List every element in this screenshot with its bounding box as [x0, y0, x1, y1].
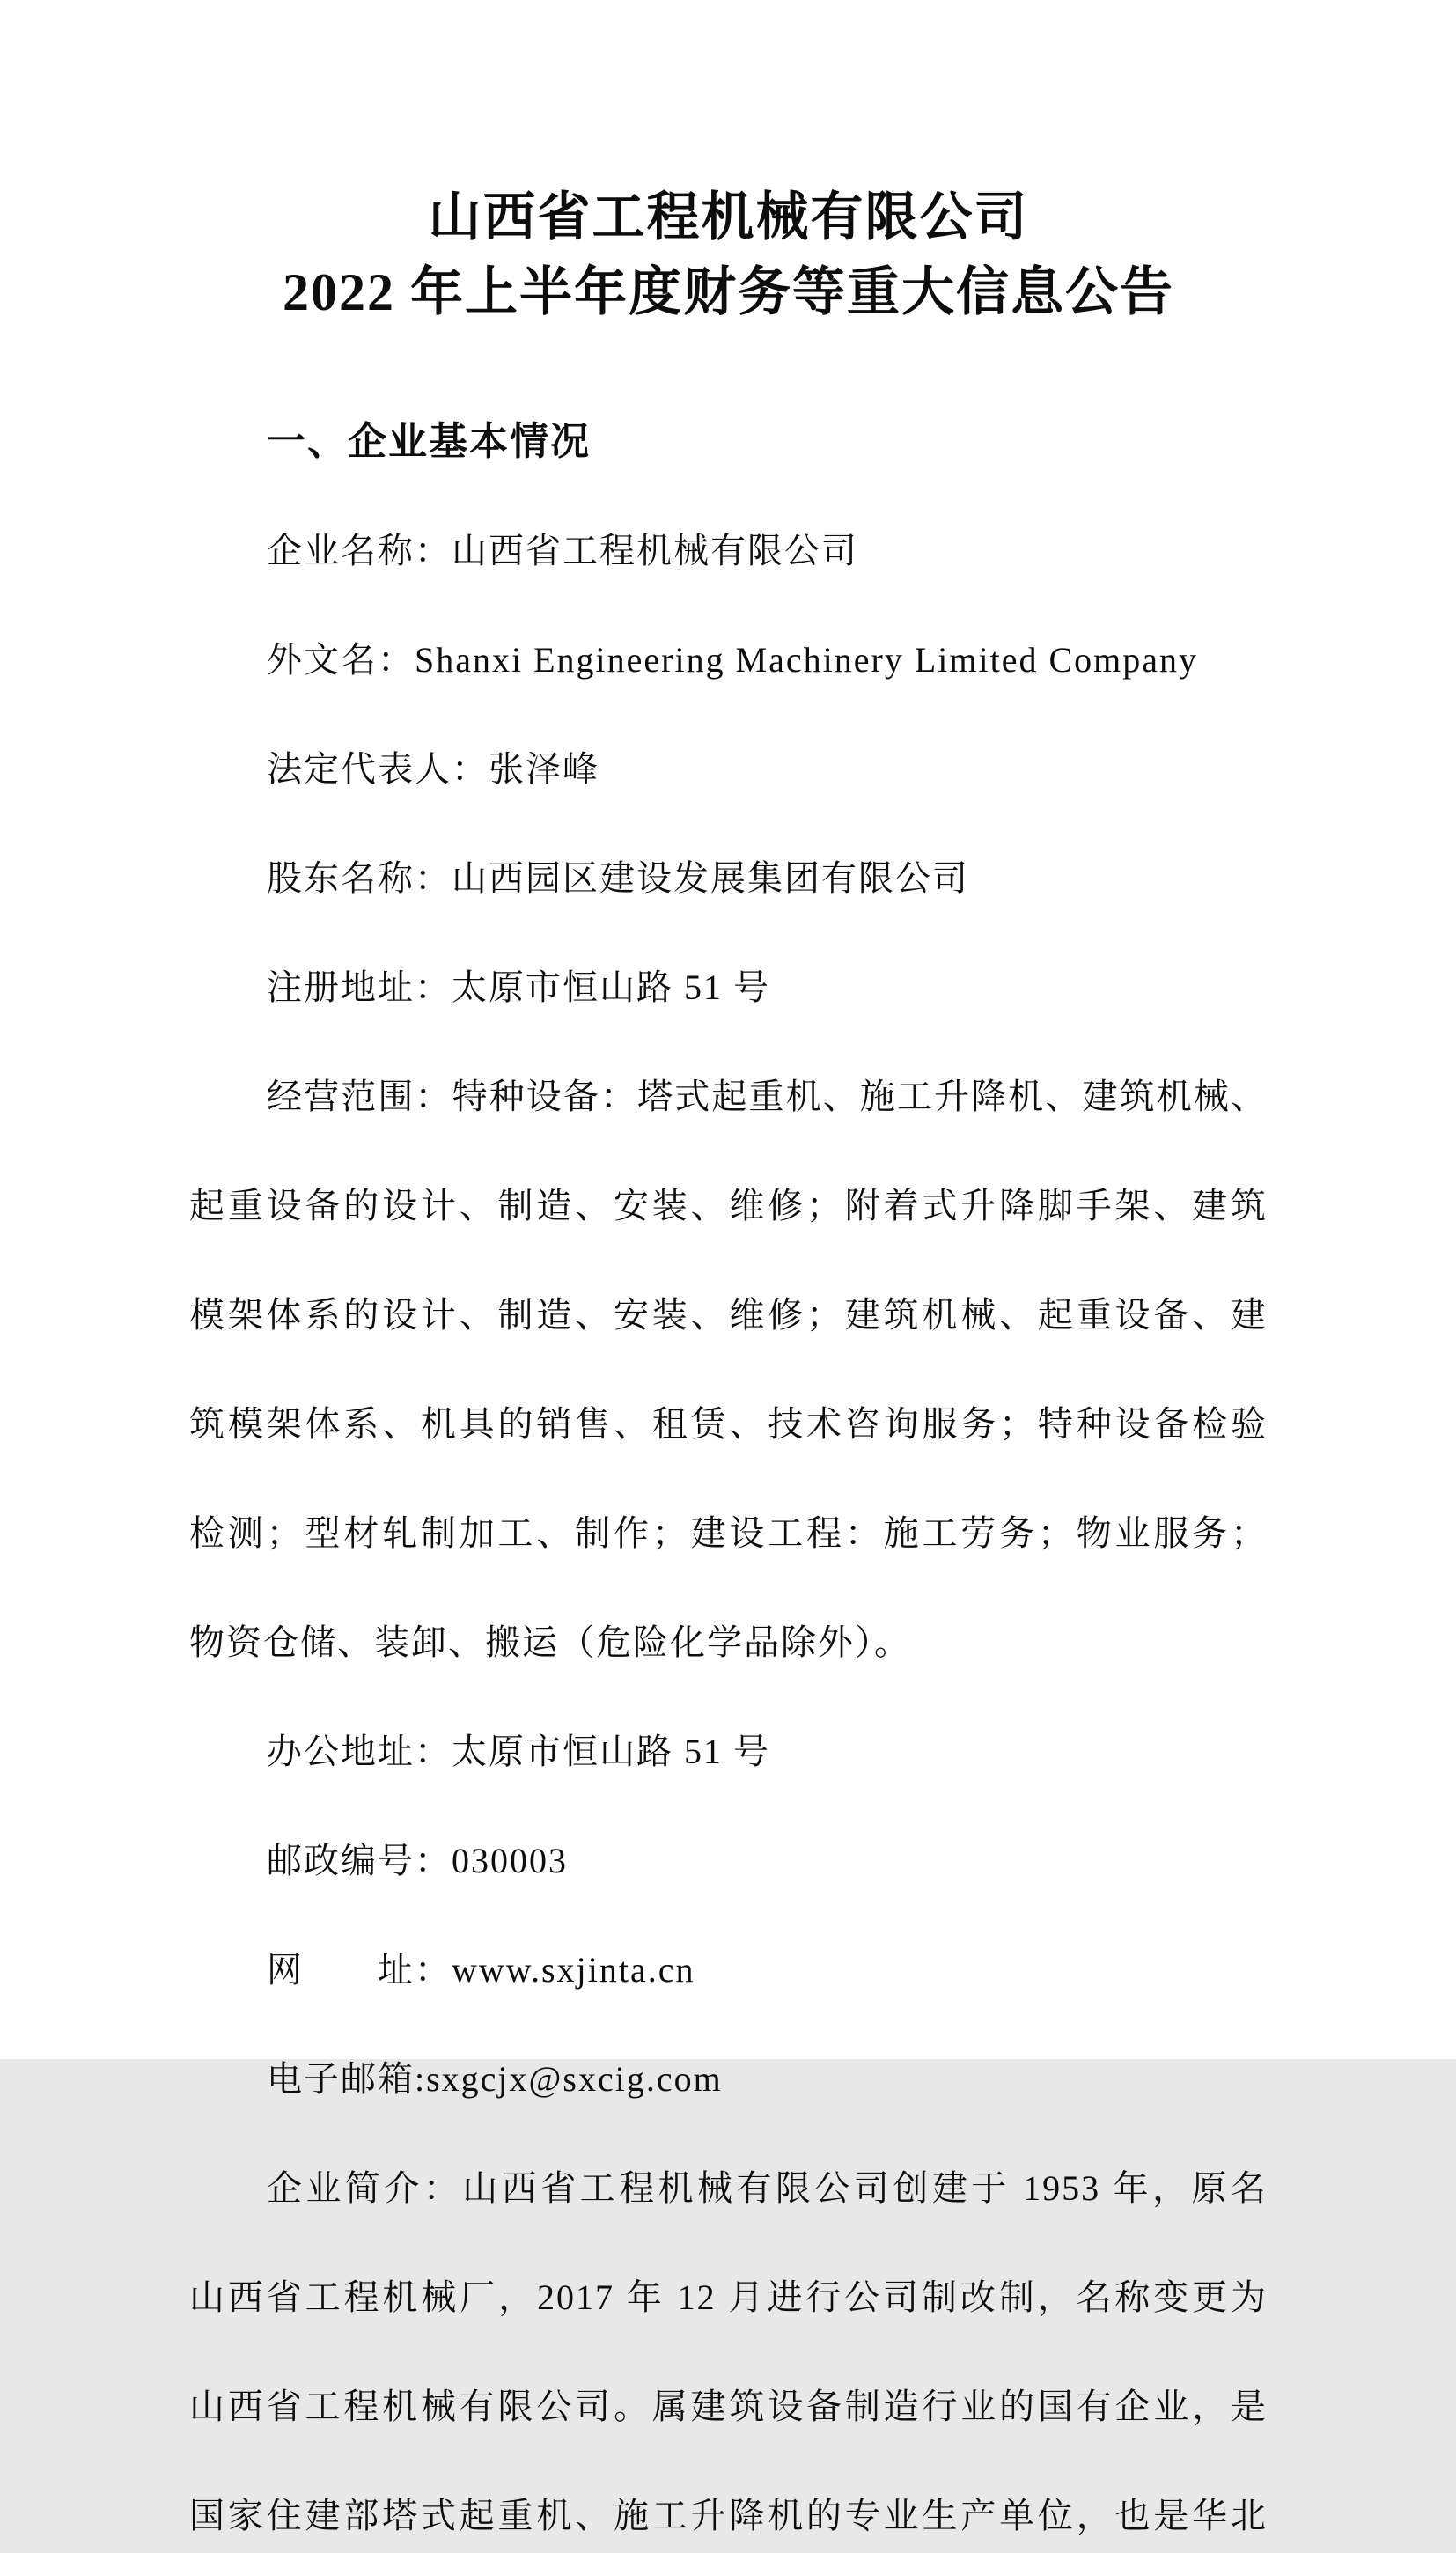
body-line: 模架体系的设计、制造、安装、维修；建筑机械、起重设备、建: [189, 1295, 1268, 1335]
body-line: 物资仓储、装卸、搬运（危险化学品除外）。: [189, 1622, 911, 1662]
document-body: [189, 514, 1268, 2553]
body-line: 国家住建部塔式起重机、施工升降机的专业生产单位，也是华北: [189, 2496, 1268, 2535]
body-line: 经营范围：特种设备：塔式起重机、施工升降机、建筑机械、: [267, 1077, 1268, 1116]
body-line: 山西省工程机械有限公司。属建筑设备制造行业的国有企业，是: [189, 2387, 1268, 2426]
body-line: 电子邮箱:sxgcjx@sxcig.com: [267, 2059, 723, 2099]
body-line: 网 址：www.sxjinta.cn: [267, 1950, 695, 1990]
body-line: 起重设备的设计、制造、安装、维修；附着式升降脚手架、建筑: [189, 1186, 1268, 1225]
section-heading-basic-info: 一、企业基本情况: [267, 420, 591, 463]
body-line: 企业名称：山西省工程机械有限公司: [267, 531, 858, 570]
body-line: 办公地址：太原市恒山路 51 号: [267, 1732, 770, 1771]
body-line: 法定代表人：张泽峰: [267, 749, 599, 789]
body-line: 注册地址：太原市恒山路 51 号: [267, 967, 770, 1007]
document-title-line-2: 2022 年上半年度财务等重大信息公告: [283, 263, 1174, 321]
body-line: 邮政编号：030003: [267, 1841, 568, 1880]
body-line: 筑模架体系、机具的销售、租赁、技术咨询服务；特种设备检验: [189, 1404, 1268, 1444]
body-line: 股东名称：山西园区建设发展集团有限公司: [267, 858, 969, 898]
body-line: 检测；型材轧制加工、制作；建设工程：施工劳务；物业服务；: [189, 1513, 1268, 1553]
body-line: 山西省工程机械厂，2017 年 12 月进行公司制改制，名称变更为: [189, 2277, 1268, 2317]
body-line: 企业简介：山西省工程机械有限公司创建于 1953 年，原名: [267, 2168, 1268, 2208]
body-line: 外文名：Shanxi Engineering Machinery Limited Company: [267, 640, 1199, 680]
document-title-line-1: 山西省工程机械有限公司: [428, 188, 1029, 246]
